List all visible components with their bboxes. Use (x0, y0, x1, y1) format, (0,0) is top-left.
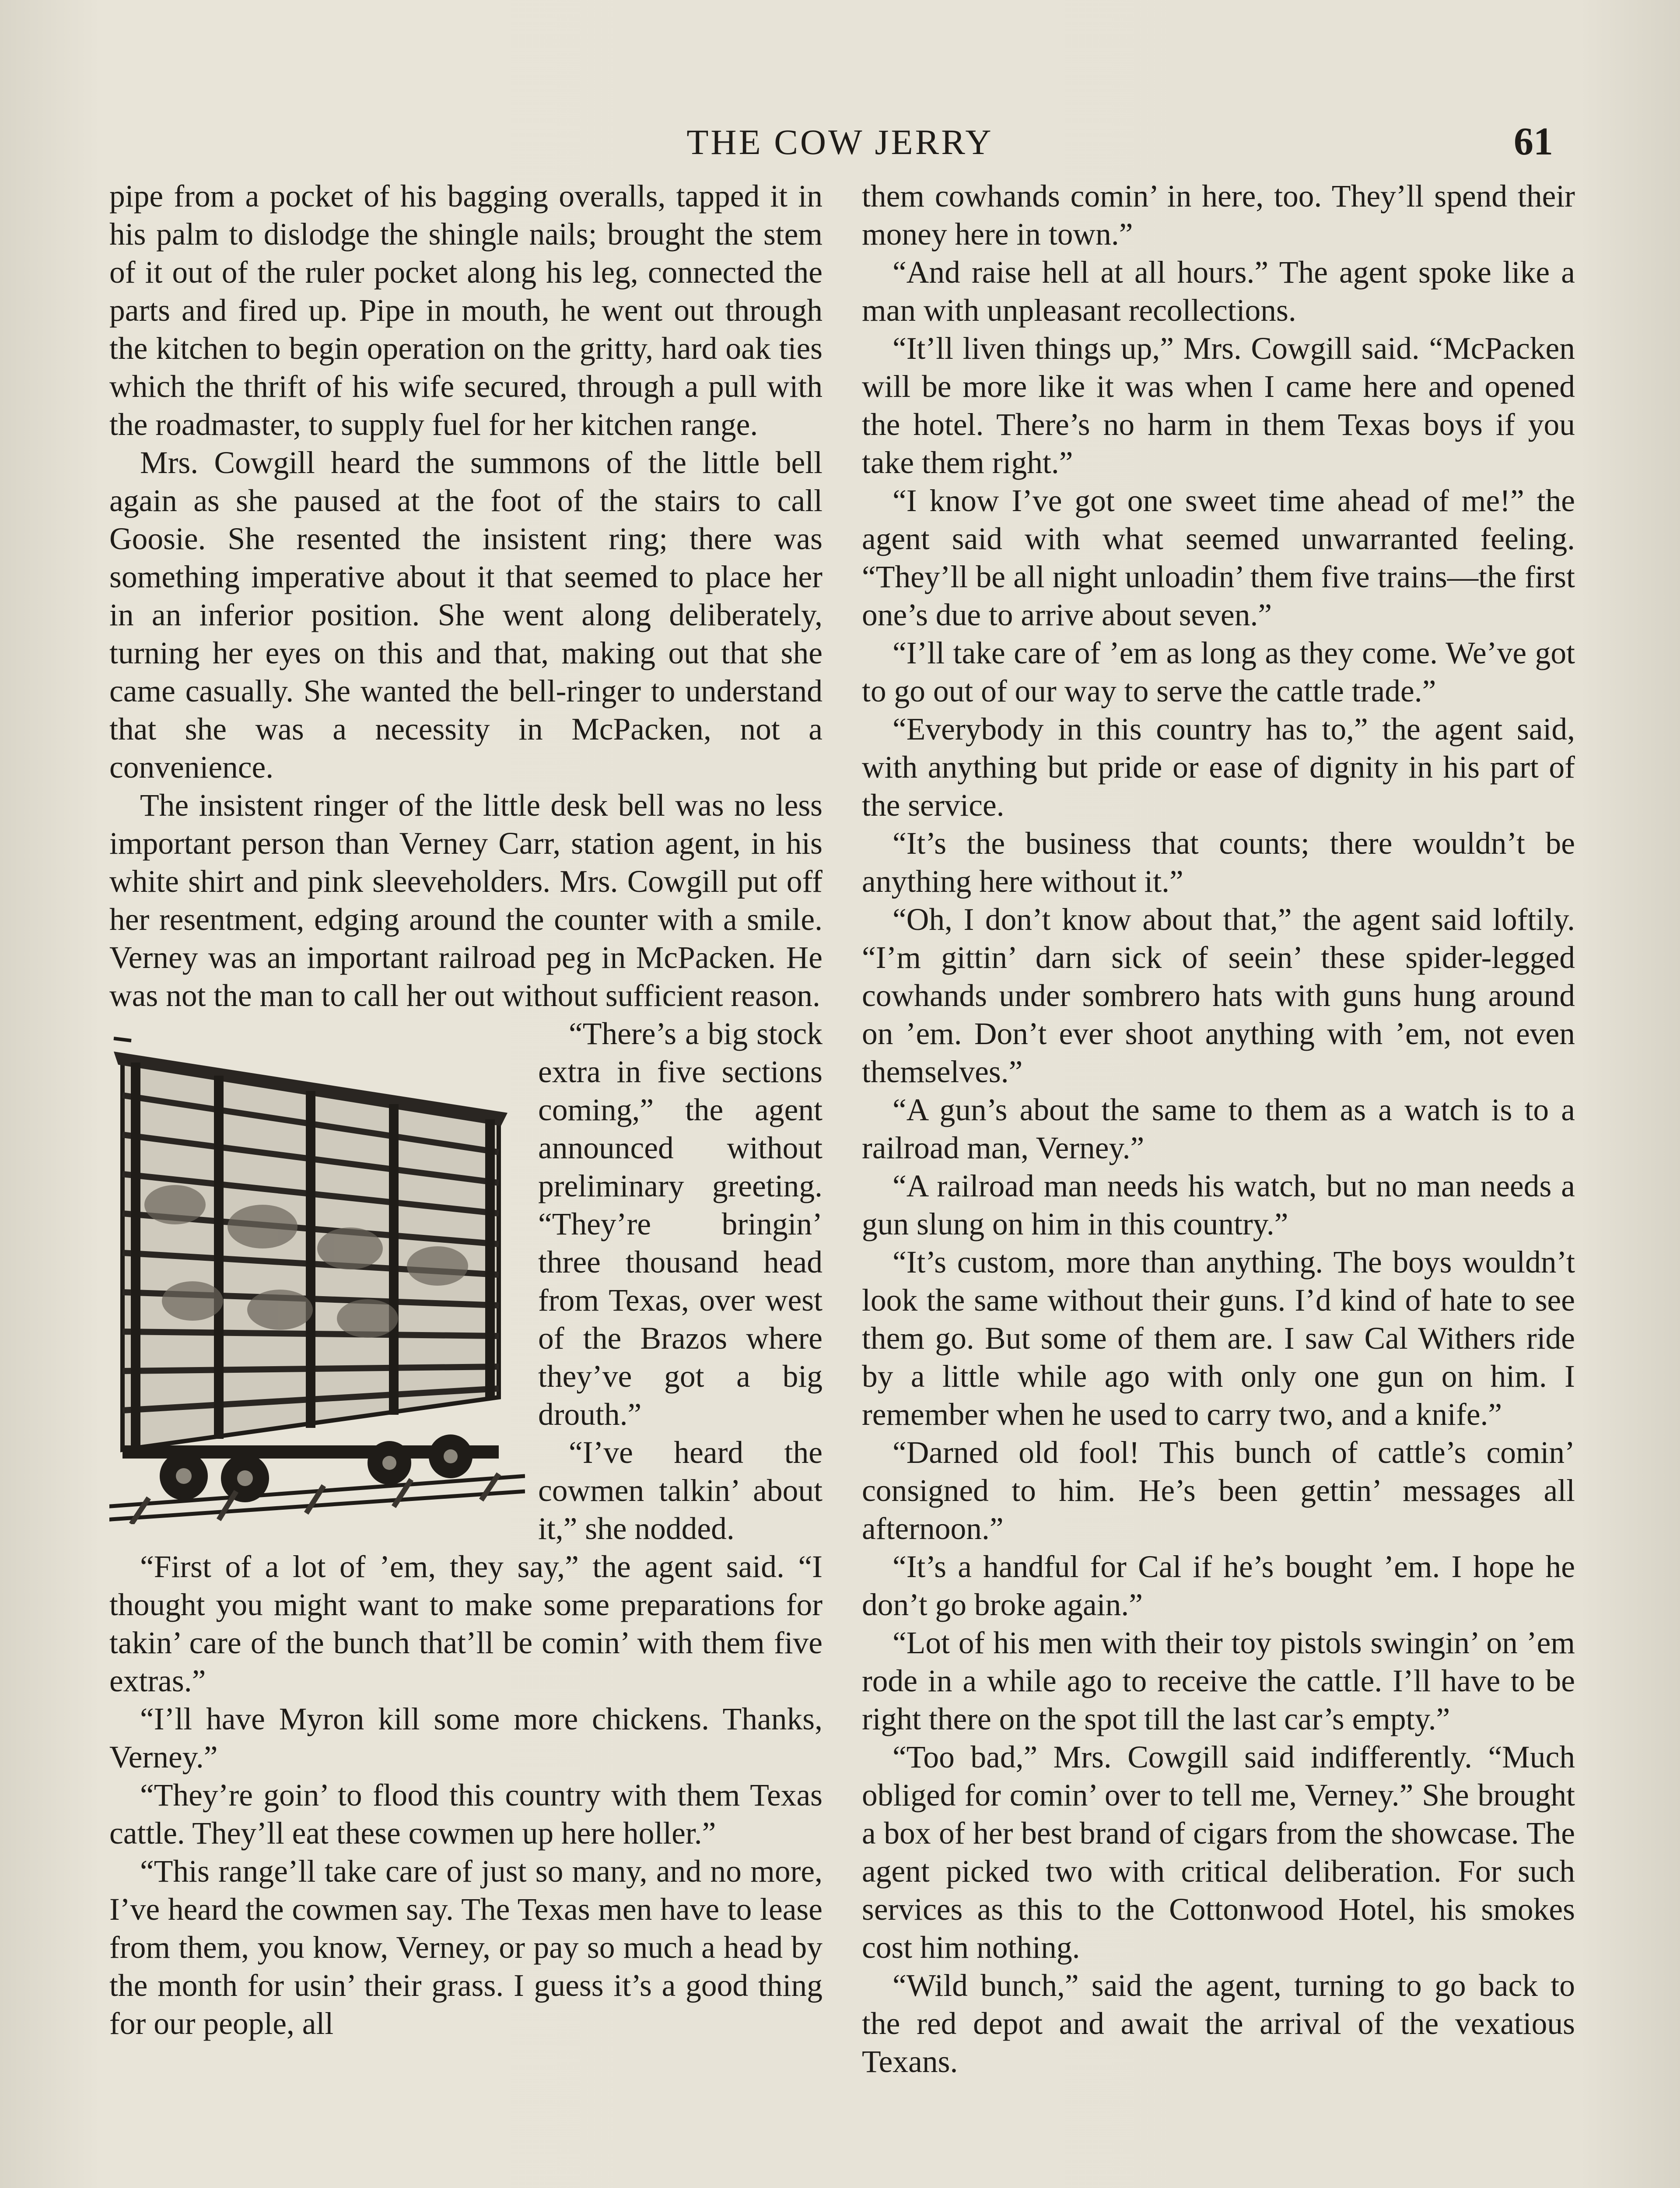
paragraph: “I know I’ve got one sweet time ahead of me!” the agent said with what seemed unwarranted feeling. “They’ll be all night unloadin’ them five trains—the first one’s due to arrive about seven.” (862, 484, 1575, 632)
paragraph: “First of a lot of ’em, they say,” the agent said. “I thought you might want to make some preparations for takin’ care of the bunch that’ll be comin’ with them five extras.” (109, 1550, 822, 1698)
left-column (109, 177, 822, 2188)
paragraph: “Everybody in this country has to,” the agent said, with anything but pride or ease of dignity in his part of the service. (862, 712, 1575, 823)
paragraph: “It’s custom, more than anything. The boys wouldn’t look the same without their guns. I’d kind of hate to see them go. But some of them are. I saw Cal Withers ride by a little while ago with only one gun on him. I remember when he used to carry two, and a knife.” (862, 1245, 1575, 1432)
paragraph: “I’ll take care of ’em as long as they come. We’ve got to go out of our way to serve the cattle trade.” (862, 636, 1575, 708)
paragraph: “It’s a handful for Cal if he’s bought ’em. I hope he don’t go broke again.” (862, 1550, 1575, 1622)
right-column (862, 177, 1575, 2188)
running-head (109, 117, 1571, 165)
paragraph: Mrs. Cowgill heard the summons of the little bell again as she paused at the foot of the stairs to call Goosie. She resented the insistent ring; there was something imperative about it that seemed to place her in an inferior position. She went along deliberately, turning her eyes on this and that, making out that she came casually. She wanted the bell-ringer to understand that she was a necessity in McPacken, not a convenience. (109, 445, 822, 785)
paragraph: “Lot of his men with their toy pistols swingin’ on ’em rode in a while ago to receive the cattle. I’ll have to be right there on the spot till the last car’s empty.” (862, 1626, 1575, 1736)
paragraph: “Darned old fool! This bunch of cattle’s comin’ consigned to him. He’s been gettin’ messages all afternoon.” (862, 1435, 1575, 1546)
paragraph: “I’ll have Myron kill some more chickens. Thanks, Verney.” (109, 1702, 822, 1774)
paragraph: “I’ve heard the cowmen talkin’ about it,” she nodded. (538, 1435, 822, 1546)
paragraph: “A gun’s about the same to them as a watch is to a railroad man, Verney.” (862, 1093, 1575, 1165)
paragraph: “There’s a big stock extra in five sections coming,” the agent announced without preliminary greeting. “They’re bringin’ three thousand head from Texas, over west of the Brazos where they’ve got a big drouth.” (538, 1017, 822, 1432)
paragraph: “A railroad man needs his watch, but no man needs a gun slung on him in this country.” (862, 1169, 1575, 1241)
cattle-car-drawing (109, 1021, 525, 1524)
paragraph: “This range’ll take care of just so many, and no more, I’ve heard the cowmen say. The Texas men have to lease from them, you know, Verney, or pay so much a head by the month for usin’ their grass. I guess it’s a good thing for our people, all (109, 1854, 822, 2041)
paragraph: “They’re goin’ to flood this country with them Texas cattle. They’ll eat these cowmen up here holler.” (109, 1778, 822, 1851)
paragraph: The insistent ringer of the little desk bell was no less important person than Verney Carr, station agent, in his white shirt and pink sleeveholders. Mrs. Cowgill put off her resentment, edging around the counter with a smile. Verney was an important railroad peg in McPacken. He was not the man to call her out without sufficient reason. (109, 788, 822, 1013)
cattle-car-illustration (109, 1021, 525, 1524)
paragraph: “Too bad,” Mrs. Cowgill said indifferently. “Much obliged for comin’ over to tell me, Verney.” She brought a box of her best brand of cigars from the showcase. The agent picked two with critical deliberation. For such services as this to the Cottonwood Hotel, his smokes cost him nothing. (862, 1740, 1575, 1965)
running-title: THE COW JERRY (686, 122, 994, 162)
paragraph: “Wild bunch,” said the agent, turning to go back to the red depot and await the arrival of the vexatious Texans. (862, 1968, 1575, 2079)
paragraph: pipe from a pocket of his bagging overalls, tapped it in his palm to dislodge the shingle nails; brought the stem of it out of the ruler pocket along his leg, connected the parts and fired up. Pipe in mouth, he went out through the kitchen to begin operation on the gritty, hard oak ties which the thrift of his wife secured, through a pull with the roadmaster, to supply fuel for her kitchen range. (109, 179, 822, 442)
paragraph: “It’s the business that counts; there wouldn’t be anything here without it.” (862, 826, 1575, 899)
page-number: 61 (1514, 120, 1553, 163)
paragraph: “And raise hell at all hours.” The agent spoke like a man with unpleasant recollections. (862, 255, 1575, 328)
paragraph: “It’ll liven things up,” Mrs. Cowgill said. “McPacken will be more like it was when I came here and opened the hotel. There’s no harm in them Texas boys if you take them right.” (862, 331, 1575, 480)
paragraph: “Oh, I don’t know about that,” the agent said loftily. “I’m gittin’ darn sick of seein’ these spider-legged cowhands under sombrero hats with guns hung around on ’em. Don’t ever shoot anything with ’em, not even themselves.” (862, 902, 1575, 1089)
paragraph: them cowhands comin’ in here, too. They’ll spend their money here in town.” (862, 179, 1575, 252)
